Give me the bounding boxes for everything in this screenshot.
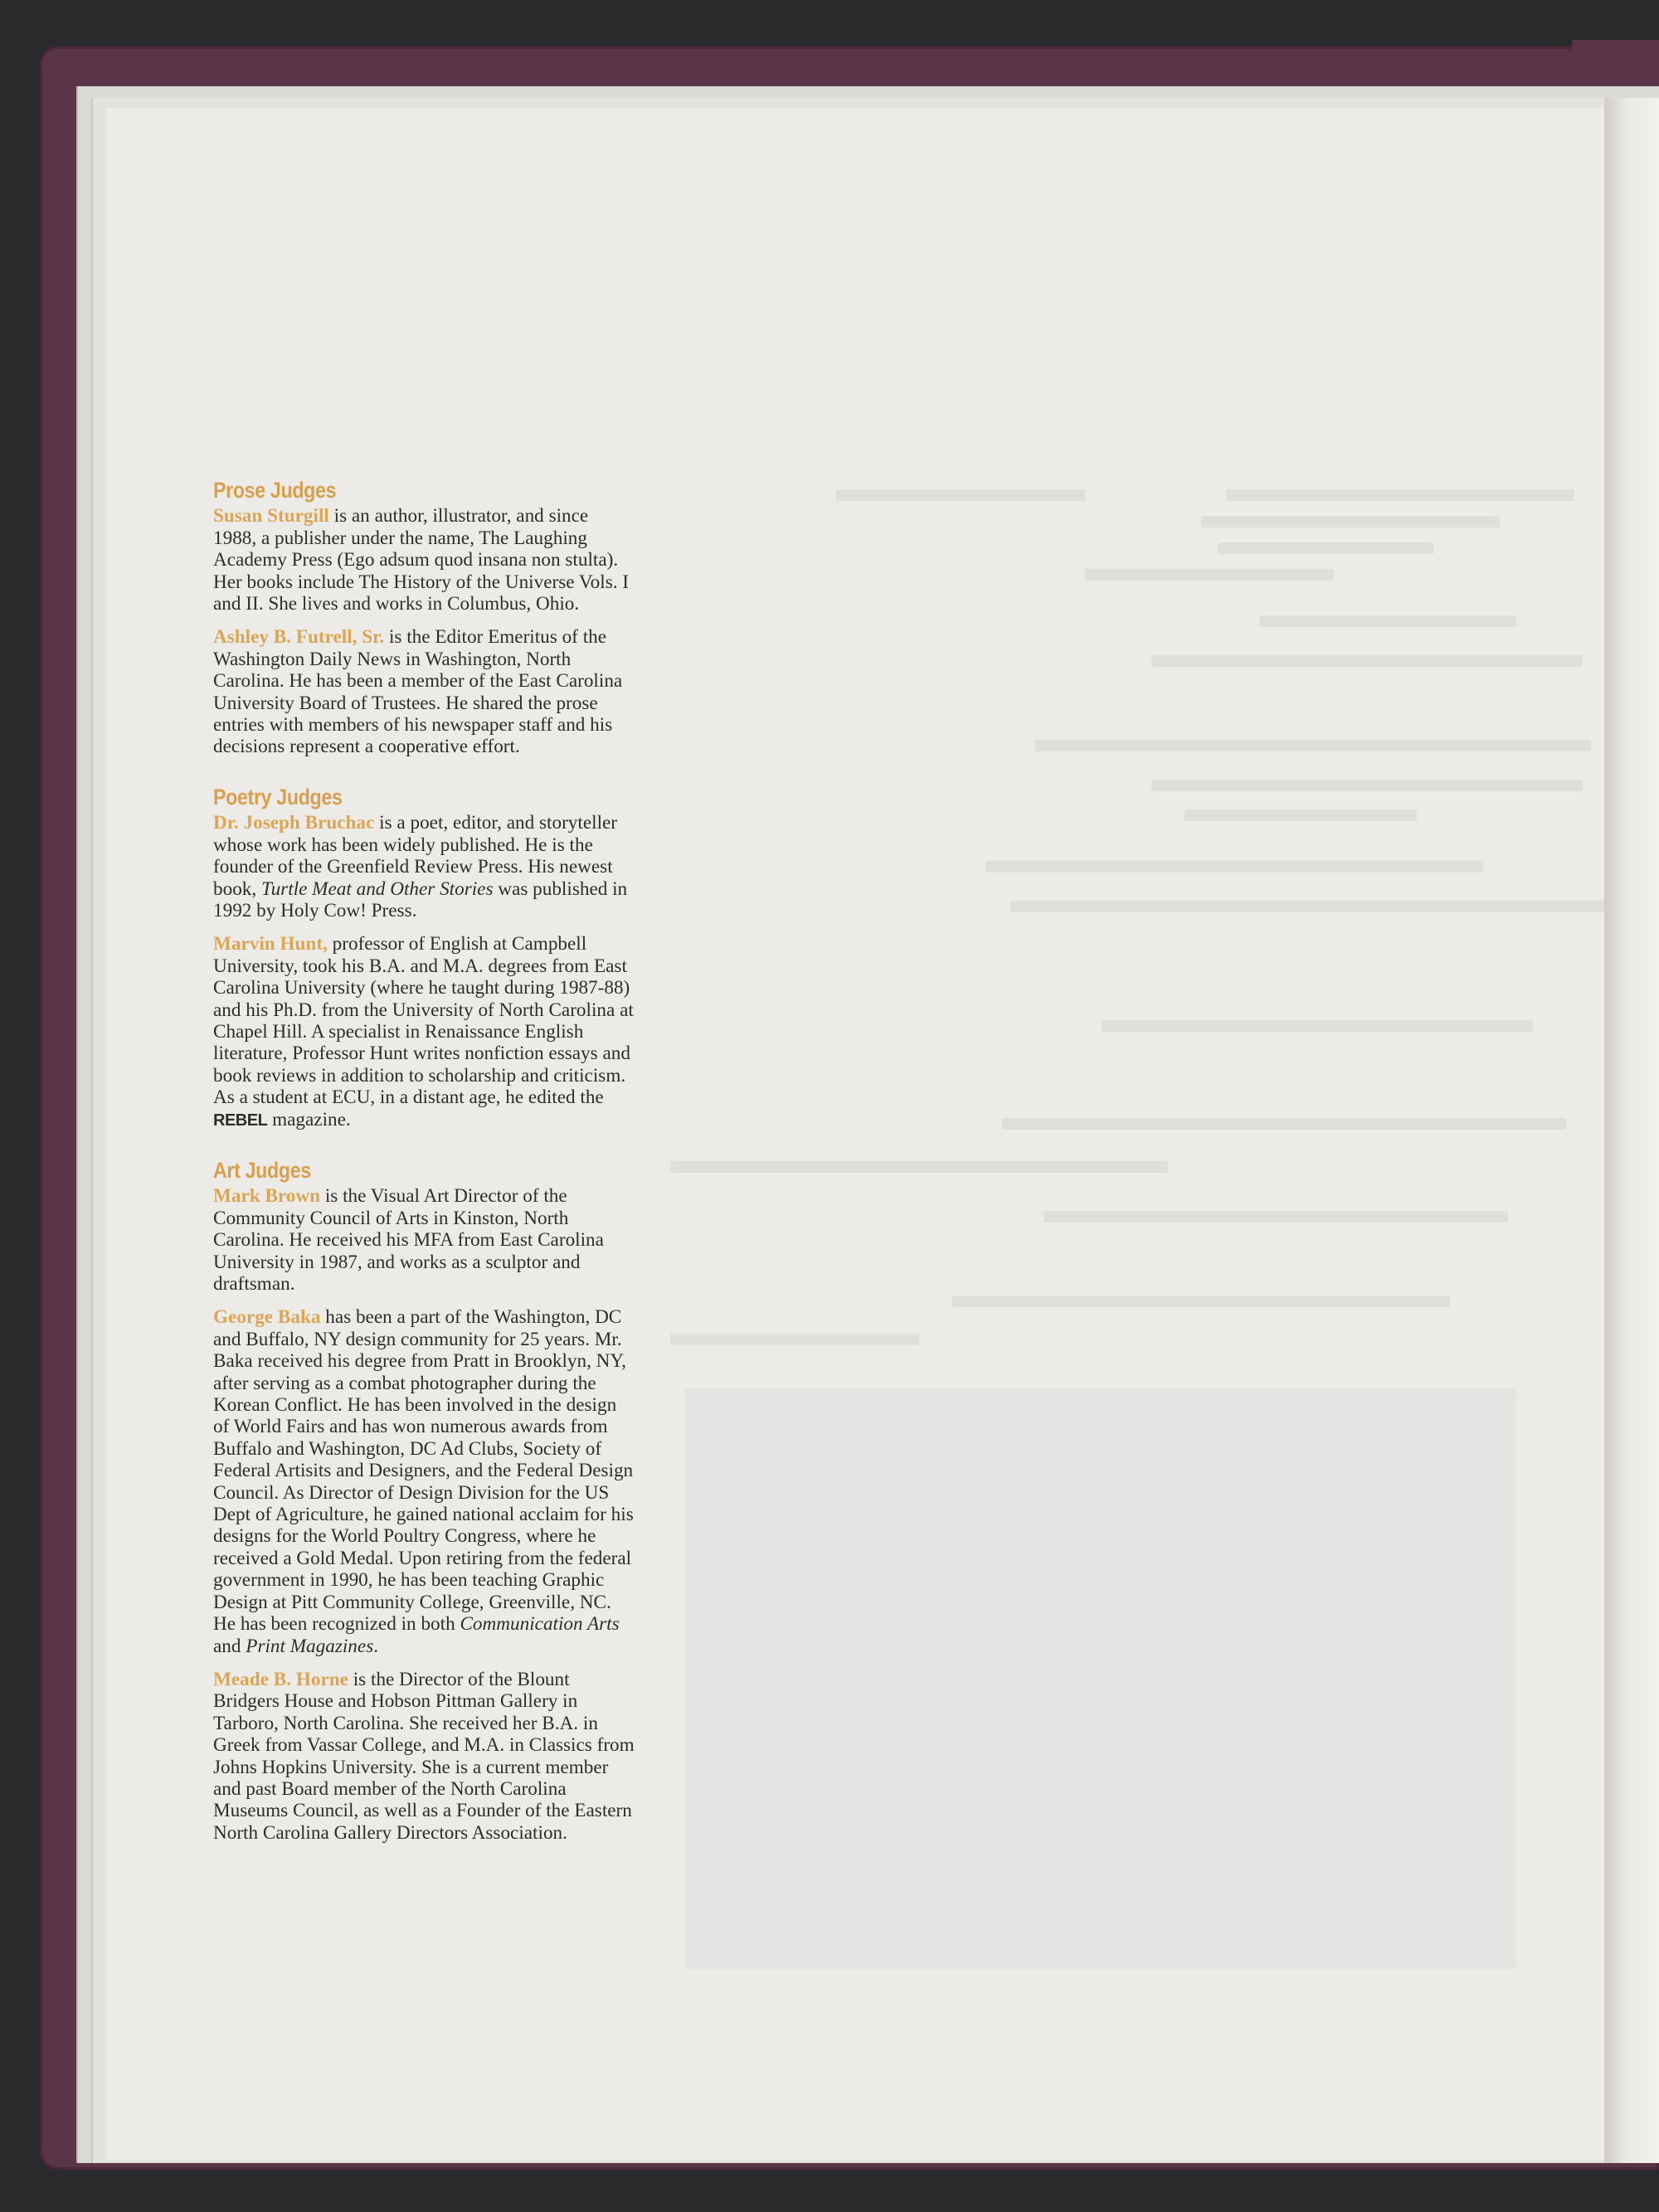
judge-name: Marvin Hunt,: [213, 933, 328, 955]
rebel-magazine-logo: REBEL: [213, 1111, 268, 1130]
bleed-through: [670, 1161, 1168, 1173]
publication-title: Print Magazines: [246, 1635, 374, 1657]
bleed-through: [670, 1334, 919, 1345]
page-gutter: [1604, 98, 1659, 2163]
judge-bio-end: .: [373, 1635, 379, 1657]
judge-entry-ashley-futrell: [213, 626, 636, 757]
judge-name: Susan Sturgill: [213, 505, 329, 527]
judge-bio: is a poet, editor, and storyteller whose work has been widely published. He is the founder of the Greenfield Review Press. His newest book,: [213, 812, 618, 900]
bleed-through: [1035, 740, 1591, 751]
judge-bio: professor of English at Campbell University, took his B.A. and M.A. degrees from East Carolina University (where he taught during 1987-88) and his Ph.D. from the University of North Carolina at Chapel Hill. A specialist in Renaissance English literature, Professor Hunt writes nonfiction essays and book reviews in addition to scholarship and criticism. As a student at ECU, in a distant age, he edited the: [213, 933, 634, 1109]
judge-entry-meade-horne: [213, 1669, 636, 1844]
bleed-through: [1201, 516, 1500, 527]
bleed-through: [836, 489, 1085, 501]
judge-name: George Baka: [213, 1306, 321, 1329]
bleed-through: [1085, 569, 1334, 581]
bleed-through: [952, 1296, 1450, 1307]
judge-bio-end: was published in 1992 by Holy Cow! Press.: [213, 878, 628, 921]
judge-entry-george-baka: [213, 1306, 636, 1657]
judge-name: Dr. Joseph Bruchac: [213, 812, 375, 834]
judge-name: Ashley B. Futrell, Sr.: [213, 626, 385, 649]
bleed-through: [1151, 655, 1583, 667]
prose-judges-heading: Prose Judges: [213, 478, 337, 503]
bleed-through-image: [685, 1388, 1516, 1969]
judge-name: Meade B. Horne: [213, 1668, 348, 1690]
book-title: Turtle Meat and Other Stories: [260, 878, 494, 900]
judge-bio: is the Visual Art Director of the Community Council of Arts in Kinston, North Carolina. He received his MFA from East Carolina University in 1987, and works as a sculptor and draftsman.: [213, 1185, 604, 1295]
poetry-judges-heading: Poetry Judges: [213, 784, 343, 809]
art-judges-heading: Art Judges: [213, 1157, 311, 1183]
publication-title: Communication Arts: [460, 1613, 620, 1636]
bleed-through: [1259, 615, 1516, 627]
bleed-through: [985, 861, 1483, 873]
bleed-through: [1010, 901, 1608, 912]
judge-bio: is an author, illustrator, and since 1988, a publisher under the name, The Laughing Academy Press (Ego adsum quod insana non stulta). Her books include The History of the Universe Vols. I and II. She lives and works in Columbus, Ohio.: [213, 505, 630, 615]
judge-bio: is the Editor Emeritus of the Washington Daily News in Washington, North Carolina. He has been a member of the East Carolina University Board of Trustees. He shared the prose entries with members of his newspaper staff and his decisions represent a cooperative effort.: [213, 626, 623, 758]
judge-bio: has been a part of the Washington, DC and Buffalo, NY design community for 25 years. Mr. Baka received his degree from Pratt in Brooklyn, NY, after serving as a combat photographer during the Korean Conflict. He has been involved in the design of World Fairs and has won numerous awards from Buffalo and Washington, DC Ad Clubs, Society of Federal Artisits and Designers, and the Federal Design Council. As Director of Design Division for the US Dept of Agriculture, he gained national acclaim for his designs for the World Poultry Congress, where he received a Gold Medal. Upon retiring from the federal government in 1990, he has been teaching Graphic Design at Pitt Community College, Greenville, NC. He has been recognized in both: [213, 1306, 634, 1636]
judge-entry-marvin-hunt: [213, 933, 636, 1131]
bleed-through: [1226, 489, 1574, 501]
judge-bio-end: magazine.: [267, 1108, 351, 1130]
bleed-through: [1151, 780, 1583, 791]
bleed-through: [1044, 1211, 1508, 1223]
judge-entry-susan-sturgill: [213, 505, 636, 615]
bleed-through: [1102, 1020, 1533, 1032]
judge-bio: is the Director of the Blount Bridgers House and Hobson Pittman Gallery in Tarboro, North Carolina. She received her B.A. in Greek from Vassar College, and M.A. in Classics from Johns Hopkins University. She is a current member and past Board member of the North Carolina Museums Council, as well as a Founder of the Eastern North Carolina Gallery Directors Association.: [213, 1668, 635, 1844]
judge-entry-mark-brown: [213, 1185, 636, 1295]
judges-column: [213, 479, 636, 1855]
bleed-through: [1002, 1118, 1566, 1130]
conjunction: and: [213, 1635, 246, 1657]
bleed-through: [1185, 809, 1417, 821]
judge-name: Mark Brown: [213, 1185, 321, 1208]
bleed-through: [1218, 542, 1433, 554]
judge-entry-joseph-bruchac: [213, 812, 636, 921]
